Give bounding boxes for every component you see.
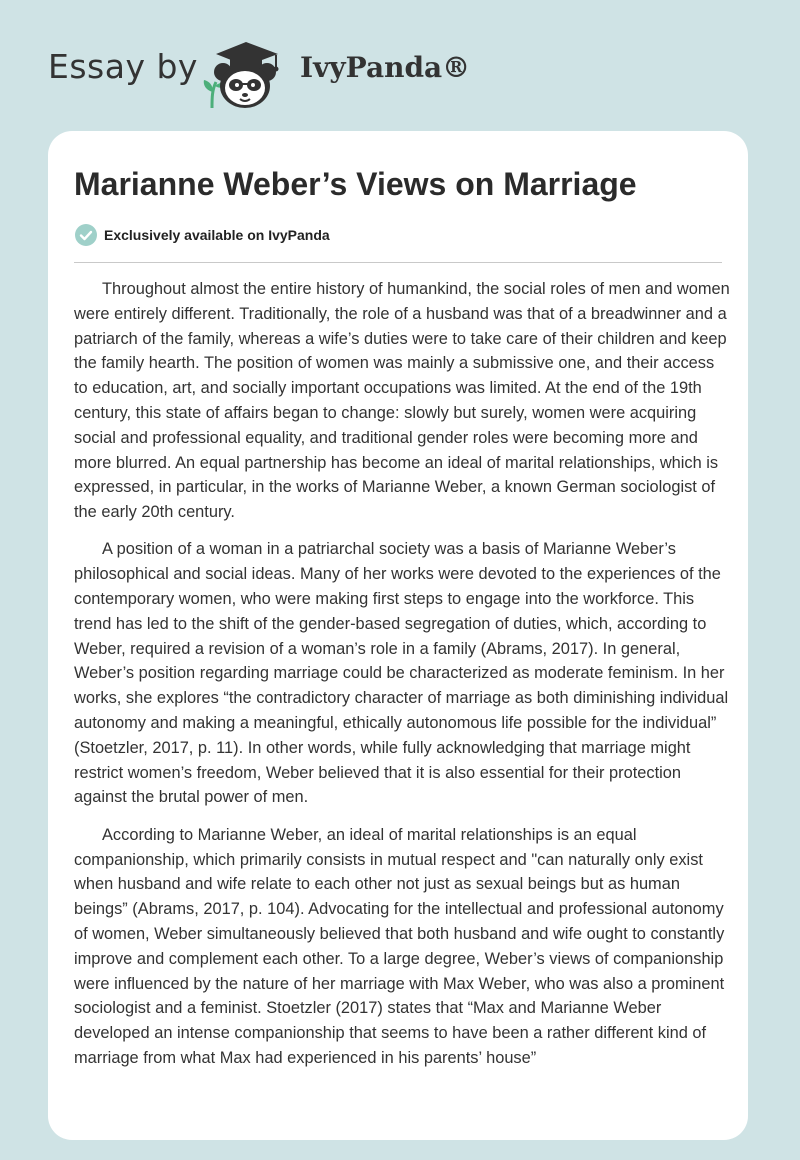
exclusive-badge <box>74 223 330 247</box>
panda-graduation-cap-icon[interactable] <box>198 38 294 110</box>
site-header <box>0 0 800 130</box>
essay-card <box>48 131 748 1140</box>
brand-prefix: Essay by <box>48 47 198 86</box>
divider <box>74 262 722 263</box>
essay-body <box>74 277 730 1083</box>
check-badge-icon <box>74 223 98 247</box>
brand-name[interactable]: IvyPanda® <box>300 51 471 84</box>
paragraph: Throughout almost the entire history of humankind, the social roles of men and women were entirely different. Traditionally, the role of a husband was that of a breadwinner and a patriarch of the family, whereas a wife’s duties were to take care of their children and keep the family hearth. The position of women was mainly a submissive one, and their access to education, art, and socially important occupations was limited. At the end of the 19th century, this state of affairs began to change: slowly but surely, women were acquiring social and professional equality, and traditional gender roles were becoming more and more blurred. An equal partnership has become an ideal of marital relationships, which is expressed, in particular, in the works of Marianne Weber, a known German sociologist of the early 20th century. <box>74 280 730 522</box>
exclusive-label: Exclusively available on IvyPanda <box>104 227 330 243</box>
paragraph: A position of a woman in a patriarchal society was a basis of Marianne Weber’s philosophical and social ideas. Many of her works were devoted to the experiences of the contemporary women, who were making first steps to engage into the workforce. This trend has led to the shift of the gender-based segregation of duties, which, according to Weber, required a revision of a woman’s role in a family (Abrams, 2017). In general, Weber’s position regarding marriage could be characterized as moderate feminism. In her works, she explores “the contradictory character of marriage as both diminishing individual autonomy and making a meaningful, ethically autonomous life possible for the individual” (Stoetzler, 2017, p. 11). In other words, while fully acknowledging that marriage might restrict women’s freedom, Weber believed that it is also essential for their protection against the brutal power of men. <box>74 540 729 807</box>
paragraph: According to Marianne Weber, an ideal of marital relationships is an equal companionship, which primarily consists in mutual respect and "can naturally only exist when husband and wife relate to each other not just as sexual beings but as human beings” (Abrams, 2017, p. 104). Advocating for the intellectual and professional autonomy of women, Weber simultaneously believed that both husband and wife ought to constantly improve and complement each other. To a large degree, Weber’s views of companionship were influenced by the nature of her marriage with Max Weber, who was also a prominent sociologist and a feminist. Stoetzler (2017) states that “Max and Marianne Weber developed an intense companionship that seems to have been a rather different kind of marriage from what Max had experienced in his parents’ house” <box>74 825 725 1067</box>
essay-title: Marianne Weber’s Views on Marriage <box>74 166 637 202</box>
